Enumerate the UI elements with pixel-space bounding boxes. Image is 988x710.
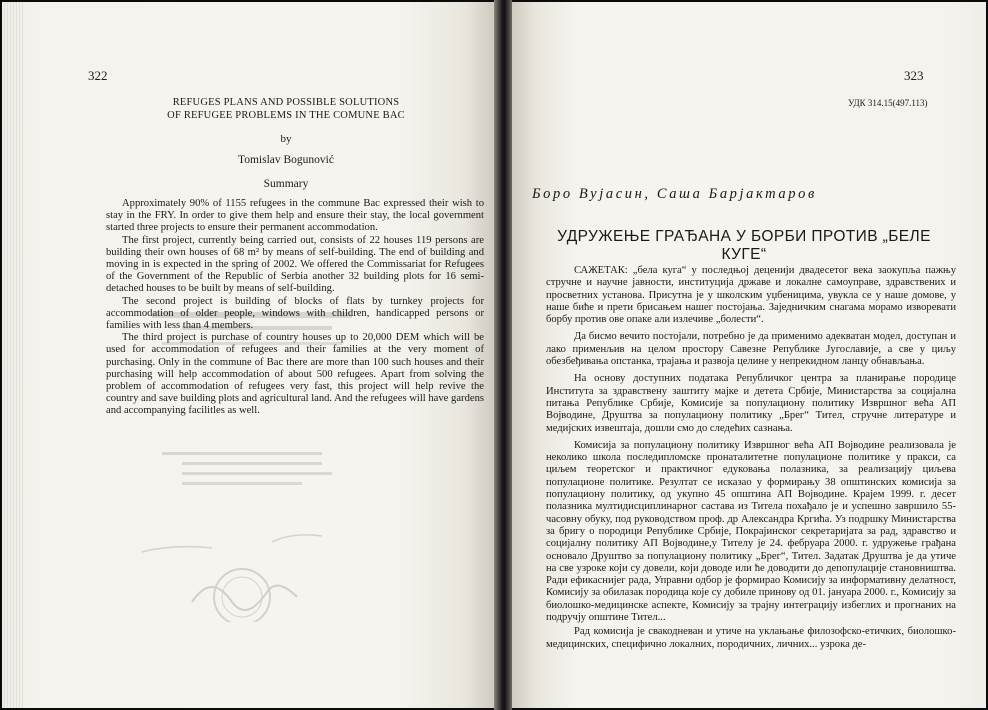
article-authors: Боро Вујасин, Саша Барјактаров [532,186,817,202]
paragraph: Комисија за популациону политику Извршног већа АП Војводине реализовала је неколико школа последипломске пронаталитетне популационе политике у пракси, са циљем теоретског и практичног едуковања полазника, за реализацију циљева популационе политике. Резултат се исказао у формирању 38 општинских комисија за популациону политику, од укупно 45 општина АП Војводине. Крајем 1999. г. десет полазника мултидисциплинарног састава из Титела похађало је и успешно завршило 55-часовну обуку, под руководством проф. др Александра Кргића. Уз подршку Министарства за бригу о породици Републике Србије, Покрајинског секретаријата за рад, здравство и социјалну политику АП Војводине,у Тителу је 24. фебруара 2000. г. удружење грађана основало Друштво за популациону политику „Брег“, Тител. Задатак Друштва је да утиче на све узроке који су довели, који доводе или ће доводити до депопулације становништва. Ради ефикаснијег рада, Управни одбор је формирао Комисију за информативну делатност, Комисију за обилазак породица које су добиле принову од 01. јануара 2000. г., Комисију за биолошко-медицинске аспекте, Комисију за трајну интеграцију избеглих и прогнаних на подручју општине Тител... [546,439,956,624]
paragraph: The first project, currently being carried out, consists of 22 houses 119 persons are building their own houses of 68 m² by means of self-building. The end of building and moving in is expected in the spring of 2002. We offered the Commissariat for Refugees of the Government of the Republic of Serbia another 32 building plots for 16 semi-detached houses to be built by means of self-building. [106,234,484,295]
byline-by: by [280,133,292,145]
summary-heading: Summary [263,178,309,190]
summary-body [106,198,484,418]
article-title: УДРУЖЕЊЕ ГРАЂАНА У БОРБИ ПРОТИВ „БЕЛЕ КУГЕ“ [557,228,931,263]
udk-code: УДК 314.15(497.113) [848,98,928,108]
article-title-line: REFUGES PLANS AND POSSIBLE SOLUTIONS [172,97,400,108]
paragraph: Approximately 90% of 1155 refugees in the commune Bac expressed their wish to stay in the FRY. In order to give them help and ensure their stay, the local government started three projects to ensure their permanent accommodation. [106,198,484,234]
article-title [88,96,484,122]
page-edge-stack [2,2,24,708]
right-page [512,2,986,708]
book-gutter [494,0,512,710]
paragraph: Рад комисија је свакодневан и утиче на уклањање филозофско-етичких, биолошко-медицинских, специфично локалних, породичних, личних... узрока де- [546,626,956,650]
page-number: 323 [904,68,924,83]
author-name: Tomislav Bogunović [238,154,334,166]
paragraph: The second project is building of blocks of flats by turnkey projects for accommodation of older people, windows with children, handicapped persons or families with less than 4 members. [106,295,484,332]
article-title-line: OF REFUGEE PROBLEMS IN THE COMUNE BAC [167,110,405,121]
page-number: 322 [88,68,108,83]
abstract-paragraph: САЖЕТАК: „бела куга“ у последњој деценији двадесетог века заокупља пажњу стручне и научне јавности, институција државе и локалне самоуправе, здравствених и просветних установа. Присутна је у школским уџбеницима, увукла се у наше домове, у наше биће и прети брисањем нашег постојања. Заједничким снагама морамо изворевати борбу против ове опаке али излечиве „болести“. [546,265,956,326]
paragraph: Да бисмо вечито постојали, потребно је да применимо адекватан модел, доступан и лако применљив на целом простору Савезне Републике Југославије, а све у циљу обезбеђивања опстанка, трајања и развоја целине у непрекидном ланцу обнављања. [546,331,956,368]
paragraph: На основу доступних података Републичког центра за планирање породице Института за здравствену заштиту мајке и детета Србије, Министарства за социјална питања Републике Србије, Комисије за популациону политику Извршног већа АП Војводине, Друштва за популациону политику „Брег“ Тител, стручне литературе и медијских извештаја, дошли смо до следећих сазнања. [546,373,956,434]
paragraph: The third project is purchase of country houses up to 20,000 DEM which will be used for accommodation of refugees and their families at the very moment of purchasing. Only in the commune of Bac there are more than 100 such houses and their purchasing will help accommodation of about 500 refugees. Apart from solving the problem of accommodation of refugees very fast, this project will help revive the country and save building plots and agricultural land. And the refugees will have gardens and accompanying facilitles as well. [106,332,484,417]
article-body [546,265,956,656]
left-page [2,2,494,708]
